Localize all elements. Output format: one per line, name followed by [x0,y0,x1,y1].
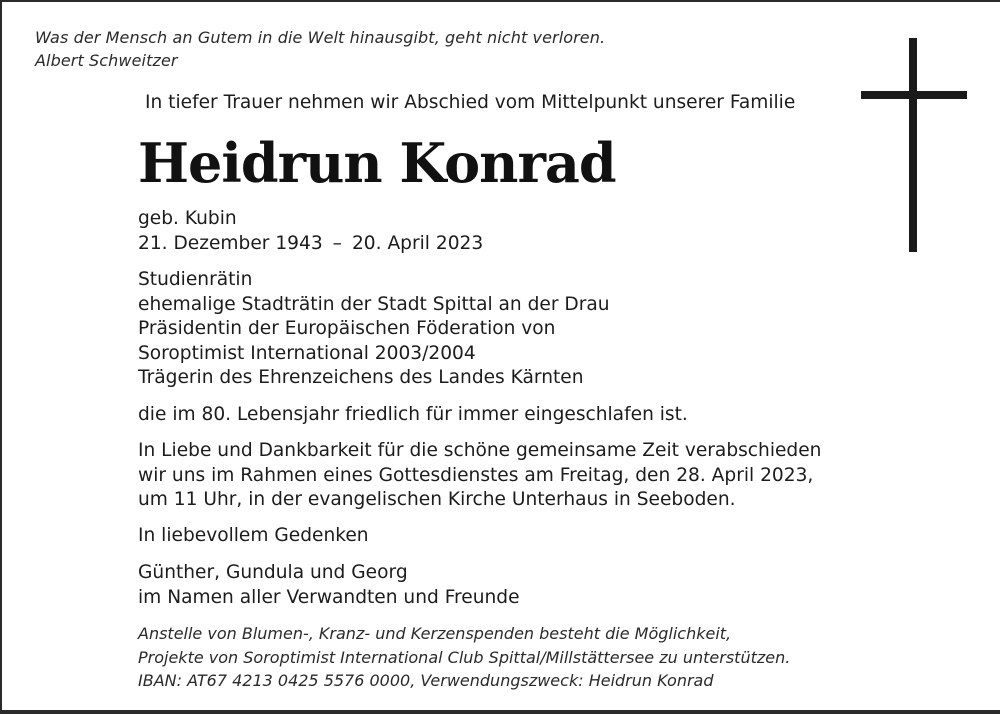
date-dash: – [332,232,342,254]
title-line: Trägerin des Ehrenzeichens des Landes Kärnten [138,367,584,388]
title-line: Präsidentin der Europäischen Föderation von [138,318,556,339]
death-date: 20. April 2023 [351,232,484,254]
family-line: Günther, Gundula und Georg [138,562,408,583]
cross-horizontal-bar [861,91,967,99]
service-line: wir uns im Rahmen eines Gottesdienstes am Freitag, den 28. April 2023, [138,464,814,486]
deceased-name: Heidrun Konrad [138,131,616,195]
donation-iban: IBAN: AT67 4213 0425 5576 0000, Verwendungszweck: Heidrun Konrad [138,671,714,690]
service-line: In Liebe und Dankbarkeit für die schöne gemeinsame Zeit verabschieden [138,440,822,461]
age-line: die im 80. Lebensjahr friedlich für immer eingeschlafen ist. [138,404,688,425]
donation-line: Anstelle von Blumen-, Kranz- und Kerzenspenden besteht die Möglichkeit, [138,624,732,643]
life-dates [138,232,483,257]
title-line: Studienrätin [138,269,253,290]
titles-list [138,268,610,391]
birth-date: 21. Dezember 1943 [138,232,323,254]
memory-line: In liebevollem Gedenken [138,525,369,546]
title-line: Soroptimist International 2003/2004 [138,342,476,364]
birth-name: geb. Kubin [138,208,237,229]
family-line: im Namen aller Verwandten und Freunde [138,586,520,608]
family-signature [138,561,520,610]
quote-text: Was der Mensch an Gutem in die Welt hinausgibt, geht nicht verloren. [35,28,606,47]
donation-note [138,622,790,693]
service-paragraph [138,439,821,513]
donation-line: Projekte von Soroptimist International Club Spittal/Millstättersee zu unterstützen. [138,647,791,667]
quote-author: Albert Schweitzer [35,51,178,70]
service-line: um 11 Uhr, in der evangelischen Kirche Unterhaus in Seeboden. [138,489,736,510]
birth-info [138,207,483,256]
epigraph-quote [35,26,605,72]
intro-line: In tiefer Trauer nehmen wir Abschied vom Mittelpunkt unserer Familie [145,92,796,113]
title-line: ehemalige Stadträtin der Stadt Spittal an der Drau [138,293,610,315]
cross-vertical-bar [909,38,917,252]
